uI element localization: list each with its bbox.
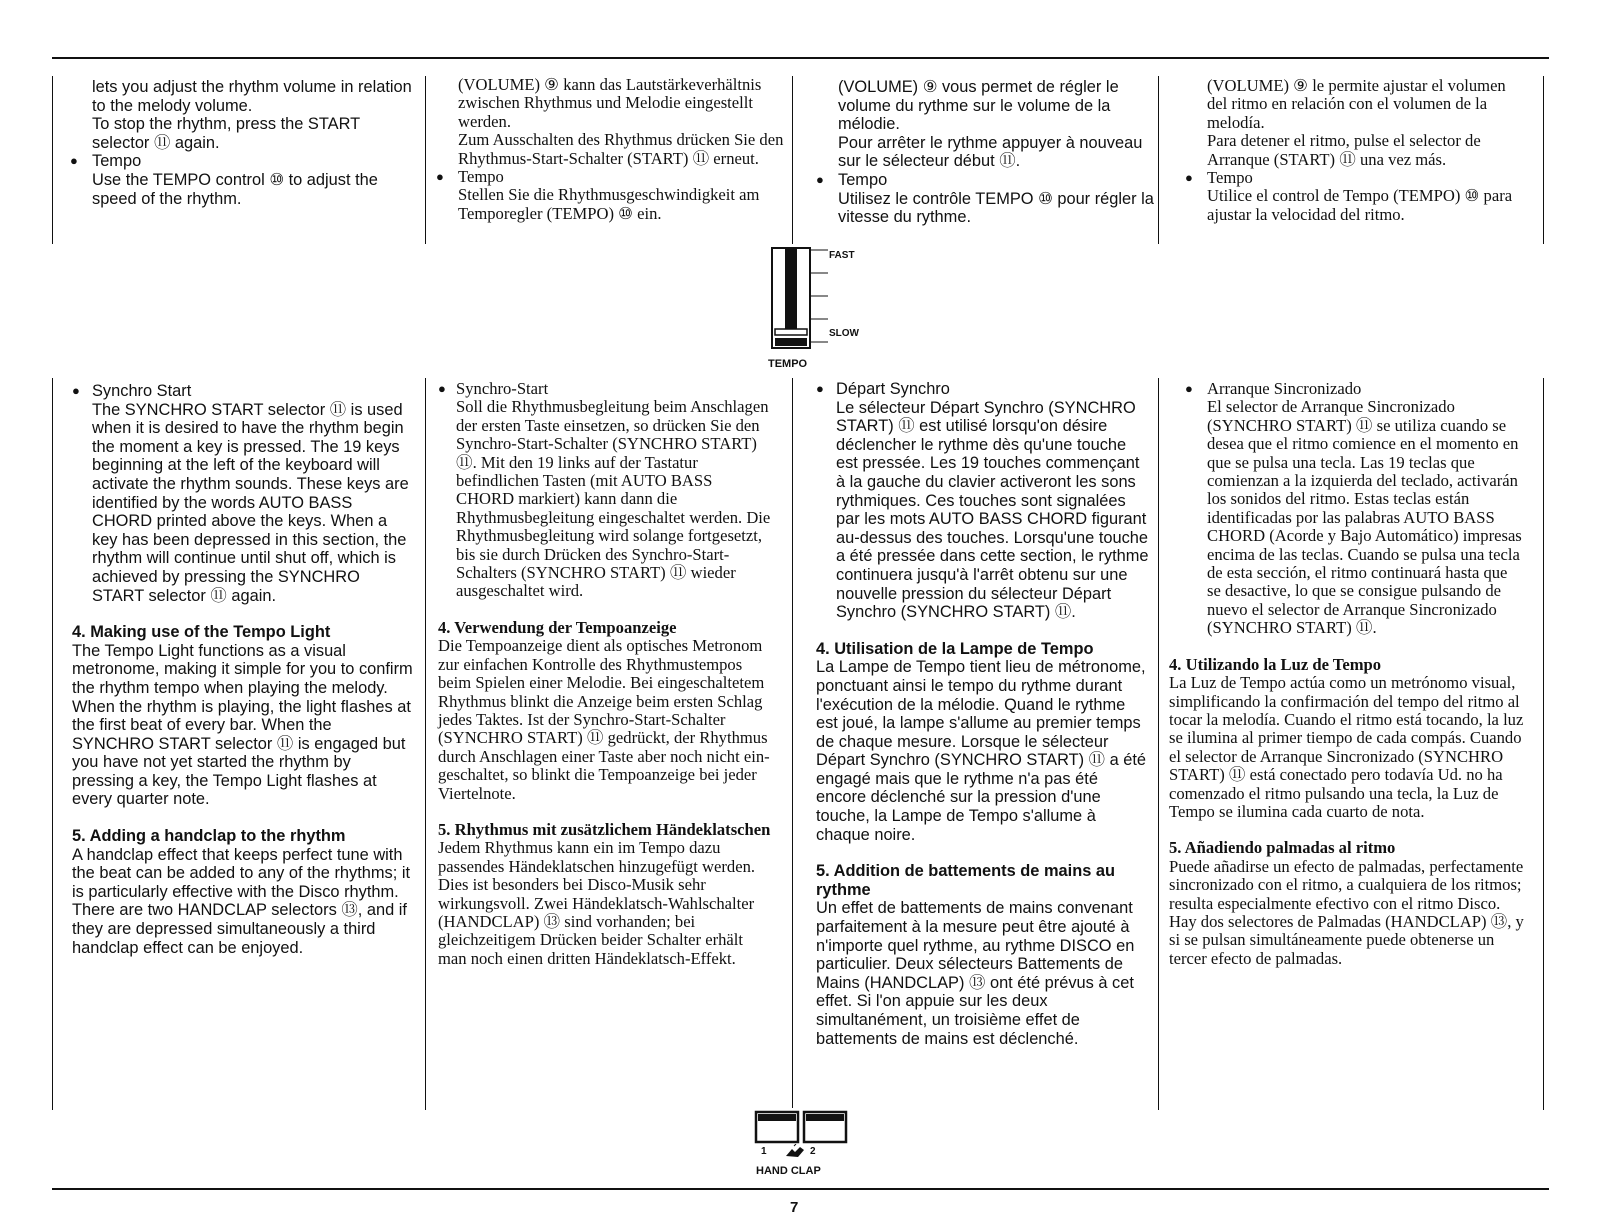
tempo-slider-icon	[770, 246, 850, 356]
synchro-start-paragraph: El selector de Arranque Sincronizado (SYNCHRO START) ⑪ se utiliza cuando se desea que el ritmo comience en el momento en que se pulsa una tecla. Las 19 teclas que comienzan a la izquierda del teclado, activarán los sonidos del ritmo. Estas teclas están identificadas por las palabras AUTO BASS CHORD (Acorde y Bajo Automático) impresas encima de las teclas. Cuando se pulsa una tecla de esta sección, el ritmo continuará hasta que se desactive, lo que se consigue pulsando de nuevo el selector de Arranque Sincronizado (SYNCHRO START) ⑪.	[1207, 397, 1522, 638]
handclap-heading: 5. Rhythmus mit zusätzlichem Händeklatschen	[438, 819, 771, 839]
bottom-french-column	[816, 380, 1150, 1048]
volume-paragraph: (VOLUME) ⑨ vous permet de régler le volume du rythme sur le volume de la mélodie.	[838, 78, 1119, 134]
tempo-light-heading: 4. Verwendung der Tempoanzeige	[438, 617, 677, 637]
handclap-heading: 5. Adding a handclap to the rhythm	[72, 827, 346, 846]
fast-label: FAST	[829, 250, 855, 261]
tempo-label: TEMPO	[768, 358, 808, 370]
top-french-column	[838, 78, 1156, 227]
handclap-figure	[748, 1110, 858, 1180]
column-line	[792, 76, 793, 244]
volume-paragraph: lets you adjust the rhythm volume in relation to the melody volume.	[92, 78, 412, 115]
tempo-paragraph: Use the TEMPO control ⑩ to adjust the speed of the rhythm.	[92, 170, 378, 208]
slow-label: SLOW	[829, 328, 859, 339]
handclap-number-2: 2	[810, 1146, 816, 1157]
tempo-light-paragraph: Die Tempoanzeige dient als optisches Metronom zur einfachen Kontrolle des Rhythmustempos beim Spielen einer Melodie. Bei eingeschaltetem Rhythmus blinkt die Anzeige beim ersten Schlag jedes Taktes. Ist der Synchro-Start-Schalter (SYNCHRO START) ⑪ gedrückt, der Rhythmus durch Anschlagen einer Taste aber noch nicht eingeschaltet, so blinkt die Tempoanzeige bei jeder Viertelnote.	[438, 636, 770, 803]
tempo-light-heading: 4. Utilisation de la Lampe de Tempo	[816, 639, 1094, 658]
column-line	[1158, 378, 1159, 1110]
column-line	[792, 378, 793, 1108]
handclap-heading: 5. Añadiendo palmadas al ritmo	[1169, 838, 1396, 858]
tempo-paragraph: Utilisez le contrôle TEMPO ⑩ pour régler la vitesse du rythme.	[838, 189, 1154, 227]
tempo-bullet: ● Tempo	[816, 171, 1156, 190]
tempo-bullet: ● Tempo	[436, 168, 788, 186]
tempo-paragraph: Utilice el control de Tempo (TEMPO) ⑩ para ajustar la velocidad del ritmo.	[1207, 186, 1513, 224]
synchro-start-bullet: ● Départ Synchro	[816, 380, 1150, 399]
synchro-start-bullet: ● Synchro Start	[72, 382, 414, 401]
tempo-light-heading: 4. Making use of the Tempo Light	[72, 623, 331, 642]
volume-paragraph: (VOLUME) ⑨ le permite ajustar el volumen del ritmo en relación con el volumen de la melodía.	[1207, 76, 1506, 132]
column-line	[1158, 76, 1159, 244]
synchro-start-paragraph: Soll die Rhythmusbegleitung beim Anschlagen der ersten Taste einsetzen, so drücken Sie den Synchro-Start-Schalter (SYNCHRO START) ⑪. Mit den 19 links auf der Tastatur befindlichen Tasten (mit AUTO BASS CHORD markiert) kann dann die Rhythmusbegleitung eingeschaltet werden. Die Rhythmusbegleitung wird solange fortgesetzt, bis sie durch Drücken des Synchro-Start-Schalters (SYNCHRO START) ⑪ wieder ausgeschaltet wird.	[456, 397, 771, 601]
handclap-paragraph: Jedem Rhythmus kann ein im Tempo dazu passendes Händeklatschen hinzugefügt werden. Dies ist besonders bei Disco-Musik sehr wirkungsvoll. Zwei Händeklatsch-Wahlschalter (HANDCLAP) ⑬ sind vorhanden; bei gleichzeitigem Drücken beider Schalter erhält man noch einen dritten Händeklatsch-Effekt.	[438, 838, 756, 968]
handclap-paragraph: Puede añadirse un efecto de palmadas, perfectamente sincronizado con el ritmo, a cualquiera de los ritmos; resulta especialmente efectivo con el ritmo Disco. Hay dos selectores de Palmadas (HANDCLAP) ⑬, y si se pulsan simultáneamente puede obtenerse un tercer efecto de palmadas.	[1169, 856, 1524, 968]
tempo-paragraph: Stellen Sie die Rhythmusgeschwindigkeit am Temporegler (TEMPO) ⑩ ein.	[458, 185, 760, 223]
synchro-start-bullet: ● Synchro-Start	[438, 380, 772, 398]
bottom-english-column	[72, 382, 414, 957]
tempo-slider-figure	[768, 246, 859, 371]
top-english-column	[92, 78, 412, 208]
top-spanish-column	[1207, 77, 1529, 224]
handclap-paragraph: Un effet de battements de mains convenant parfaitement à la mesure peut être ajouté à n'importe quel rythme, au rythme DISCO en particulier. Deux sélecteurs Battements de Mains (HANDCLAP) ⑬ ont été prévus à cet effet. Si l'on appuie sur les deux simultanément, un troisième effet de battements de mains est déclenché.	[816, 899, 1135, 1048]
tempo-light-paragraph: The Tempo Light functions as a visual metronome, making it simple for you to confirm the rhythm tempo when playing the melody. When the rhythm is playing, the light flashes at the first beat of every bar. When the SYNCHRO START selector ⑪ is engaged but you have not yet started the rhythm by pressing a key, the Tempo Light flashes at every quarter note.	[72, 641, 413, 809]
tempo-bullet: ● Tempo	[70, 152, 412, 171]
bottom-german-column	[438, 380, 772, 968]
stop-paragraph: To stop the rhythm, press the START selector ⑪ again.	[92, 115, 360, 152]
synchro-start-paragraph: Le sélecteur Départ Synchro (SYNCHRO START) ⑪ est utilisé lorsqu'on désire déclencher le rythme dès qu'une touche est pressée. Les 19 touches commençant à la gauche du clavier activeront les sons rythmiques. Ces touches sont signalées par les mots AUTO BASS CHORD figurant au-dessus des touches. Lorsqu'une touche a été pressée dans cette section, le rythme continuera jusqu'à l'arrêt obtenu sur une nouvelle pression du sélecteur Départ Synchro (SYNCHRO START) ⑪.	[836, 398, 1149, 622]
handclap-paragraph: A handclap effect that keeps perfect tune with the beat can be added to any of the rhythms; it is particularly effective with the Disco rhythm. There are two HANDCLAP selectors ⑬, and if they are depressed simultaneously a third handclap effect can be enjoyed.	[72, 845, 411, 957]
tempo-light-heading: 4. Utilizando la Luz de Tempo	[1169, 654, 1382, 674]
column-line	[425, 378, 426, 1110]
volume-paragraph: (VOLUME) ⑨ kann das Lautstärkeverhältnis zwischen Rhythmus und Melodie eingestellt werden.	[458, 75, 762, 131]
hand-icon	[784, 1144, 806, 1160]
bottom-rule	[52, 1188, 1549, 1190]
synchro-start-bullet: ● Arranque Sincronizado	[1185, 380, 1525, 398]
top-rule	[52, 57, 1549, 59]
column-line	[52, 378, 53, 1110]
page-number: 7	[790, 1199, 799, 1216]
tempo-light-paragraph: La Lampe de Tempo tient lieu de métronome, ponctuant ainsi le tempo du rythme durant l'exécution de la mélodie. Quand le rythme est joué, la lampe s'allume au premier temps de chaque mesure. Lorsque le sélecteur Départ Synchro (SYNCHRO START) ⑪ a été engagé mais que le rythme n'a pas été encore déclenché sur la pression d'une touche, la Lampe de Tempo s'allume à chaque noire.	[816, 658, 1147, 844]
bottom-spanish-column	[1169, 379, 1525, 968]
stop-paragraph: Pour arrêter le rythme appuyer à nouveau sur le sélecteur début ⑪.	[838, 133, 1143, 171]
column-line	[52, 76, 53, 244]
column-line	[1543, 378, 1544, 1110]
synchro-start-paragraph: The SYNCHRO START selector ⑪ is used when it is desired to have the rhythm begin the moment a key is pressed. The 19 keys beginning at the left of the keyboard will activate the rhythm sounds. These keys are identified by the words AUTO BASS CHORD printed above the keys. When a key has been depressed in this section, the rhythm will continue until shut off, which is achieved by pressing the SYNCHRO START selector ⑪ again.	[92, 400, 409, 605]
column-line	[1543, 76, 1544, 244]
column-line	[425, 76, 426, 244]
tempo-bullet: ● Tempo	[1185, 169, 1529, 187]
stop-paragraph: Zum Ausschalten des Rhythmus drücken Sie den Rhythmus-Start-Schalter (START) ⑪ erneut.	[458, 130, 784, 168]
handclap-number-1: 1	[761, 1146, 767, 1157]
handclap-heading: 5. Addition de battements de mains au rythme	[816, 862, 1116, 899]
tempo-light-paragraph: La Luz de Tempo actúa como un metrónomo visual, simplificando la confirmación del tempo del ritmo al tocar la melodía. Cuando el ritmo está tocando, la luz se ilumina al primer tiempo de cada compás. Cuando el selector de Arranque Sincronizado (SYNCHRO START) ⑪ está conectado pero todavía Ud. no ha comenzado el ritmo pulsando una tecla, la Luz de Tempo se ilumina cada cuarto de nota.	[1169, 673, 1524, 821]
stop-paragraph: Para detener el ritmo, pulse el selector de Arranque (START) ⑪ una vez más.	[1207, 131, 1481, 169]
top-german-column	[458, 76, 788, 223]
handclap-label: HAND CLAP	[756, 1165, 821, 1177]
